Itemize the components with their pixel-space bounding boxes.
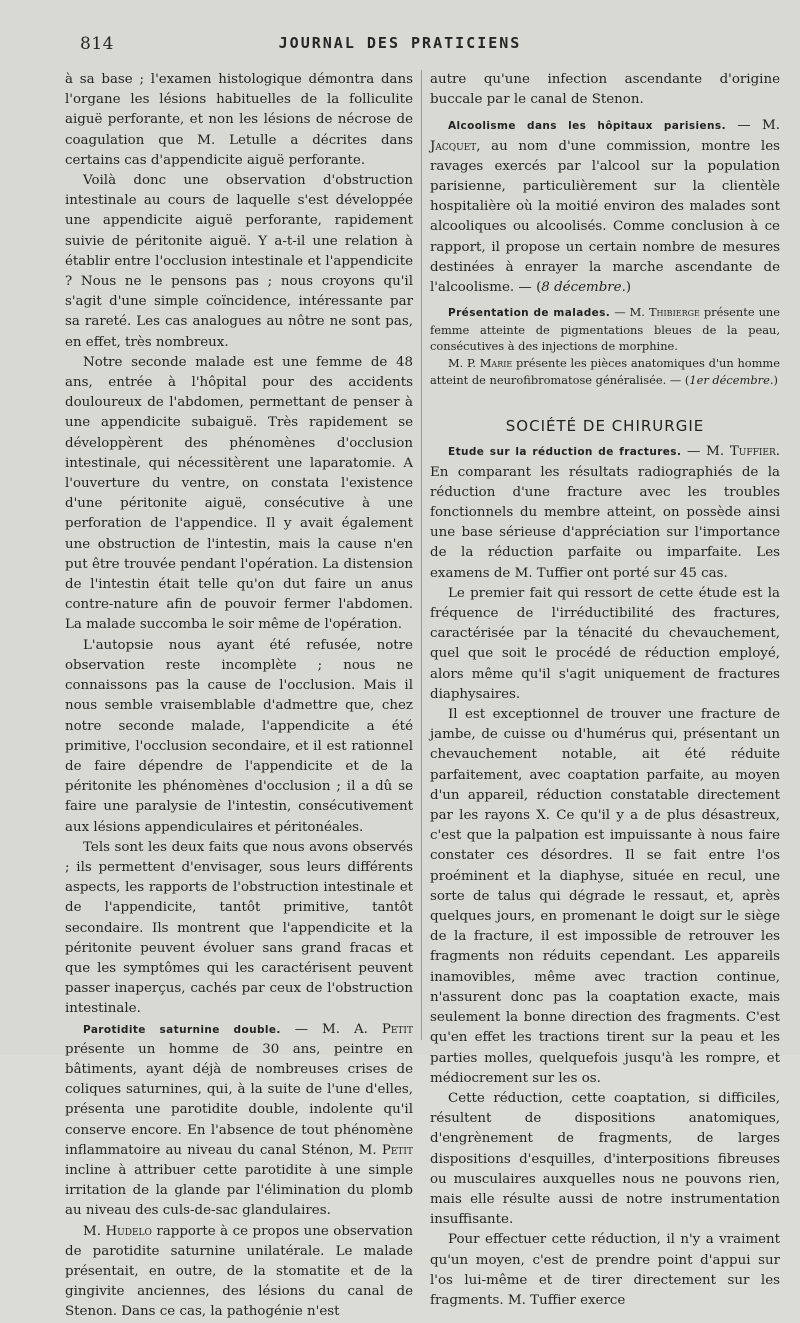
author-name: Jacquet — [430, 138, 477, 154]
paragraph: L'autopsie nous ayant été refusée, notre observation reste incomplète ; nous ne connaissons pas la cause de l'occlusion. Mais il nous semble vraisemblable d'admettre que, chez notre seconde malade, l'appendicite a été primitive, l'occlusion secondaire, et il est rationnel de faire dépendre de l'appendicite et de la péritonite les phénomènes d'occlusion ; il a dû se faire une paralysie de l'intestin, consécutivement aux lésions appendiculaires et péritonéales. — [65, 637, 413, 835]
date: 8 décembre — [541, 280, 622, 296]
paragraph-presentation: Présentation de malades. — M. Thibierge présente une femme atteinte de pigmentations bleues de la peau, consécutives à des injections de morphine. — [430, 305, 781, 354]
section-lead: Présentation de malades. — [448, 307, 611, 320]
author-name: Marie — [479, 356, 513, 371]
author-name: Petit — [381, 1142, 413, 1158]
paragraph: autre qu'une infection ascendante d'origine buccale par le canal de Stenon. — [430, 72, 780, 108]
column-divider — [421, 70, 422, 1040]
paragraph-marie: M. P. Marie présente les pièces anatomiques d'un homme atteint de neurofibromatose généralisée. — (1er décembre.) — [430, 356, 780, 387]
paragraph: Cette réduction, cette coaptation, si difficiles, résultent de dispositions anatomiques, d'engrènement de fragments, de larges dispositions d'esquilles, d'interpositions fibreuses ou musculaires auxquelles nous ne pouvons rien, mais elle résulte aussi de notre instrumentation insuffisante. — [430, 1090, 780, 1228]
section-lead: Parotidite saturnine double. — [83, 1023, 281, 1036]
journal-title: JOURNAL DES PRATICIENS — [278, 34, 522, 52]
paragraph: à sa base ; l'examen histologique démontra dans l'organe les lésions habituelles de la folliculite aiguë perforante, et non les lésions de nécrose de coagulation que M. Letulle a décrites dans certains cas d'appendicite aiguë perforante. — [65, 72, 413, 168]
author-name: Thibierge — [648, 305, 700, 320]
page-header — [0, 0, 800, 60]
section-lead: Alcoolisme dans les hôpitaux parisiens. — [448, 120, 726, 133]
right-column — [430, 70, 781, 1308]
author-name: Hudelo — [105, 1223, 152, 1239]
section-title: SOCIÉTÉ DE CHIRURGIE — [505, 417, 705, 436]
paragraph: Notre seconde malade est une femme de 48 ans, entrée à l'hôpital pour des accidents douloureux de l'abdomen, permettant de penser à une appendicite subaiguë. Très rapidement se développèrent des phénomènes d'occlusion intestinale, qui nécessitèrent une laparatomie. A l'ouverture du ventre, on constata l'existence d'une péritonite aiguë, consécutive à une perforation de l'appendice. Il y avait également une obstruction de l'intestin, mais la cause n'en put être trouvée pendant l'opération. La distension de l'intestin était telle qu'on dut faire un anus contre-nature afin de pouvoir fermer l'abdomen. La malade succomba le soir même de l'opération. — [65, 354, 413, 633]
section-lead: Etude sur la réduction de fractures. — [448, 446, 682, 459]
paragraph-parotidite: Parotidite saturnine double. — M. A. Petit présente un homme de 30 ans, peintre en bâtiments, ayant déjà de nombreuses crises de coliques saturnines, qui, à la suite de l'une d'elles, présenta une parotidite double, indolente qu'il conserve encore. En l'absence de tout phénomène inflammatoire au niveau du canal Sténon, M. Petit incline à attribuer cette parotidite à une simple irritation de la glande par l'élimination du plomb au niveau des culs-de-sac glandulaires. — [65, 1021, 413, 1219]
author-name: Petit — [381, 1021, 413, 1037]
paragraph: Il est exceptionnel de trouver une fracture de jambe, de cuisse ou d'humérus qui, présentant un chevauchement notable, ait été réduite parfaitement, avec coaptation parfaite, au moyen d'un appareil, réduction constatable directement par les rayons X. Ce qu'il y a de plus désastreux, c'est que la palpation est impuissante à nous faire constater ces désordres. Il se fait entre l'os proéminent et la diaphyse, située en recul, une sorte de talus qui dégrade le ressaut, et, après quelques jours, en promenant le doigt sur le siège de la fracture, il est impossible de retrouver les fragments non réduits cependant. Les appareils inamovibles, même avec traction continue, n'assurent donc pas la coaptation exacte, mais seulement la bonne direction des fragments. C'est qu'en effet les tractions tirent sur la peau et les parties molles, quelquefois jusqu'à les rompre, et médiocrement sur les os. — [430, 707, 780, 1086]
paragraph: Le premier fait qui ressort de cette étude est la fréquence de l'irréductibilité des fractures, caractérisée par la ténacité du chevauchement, quel que soit le procédé de réduction employé, alors même qu'il s'agit uniquement de fractures diaphysaires. — [430, 585, 780, 702]
paragraph-tuffier: Etude sur la réduction de fractures. — M. Tuffier. En comparant les résultats radiographiés de la réduction d'une fracture avec les troubles fonctionnels du membre atteint, on possède ainsi une base sérieuse d'appréciation sur l'importance de la réduction parfaite ou imparfaite. Les examens de M. Tuffier ont porté sur 45 cas. — [430, 444, 780, 581]
paragraph: Voilà donc une observation d'obstruction intestinale au cours de laquelle s'est développée une appendicite aiguë perforante, rapidement suivie de péritonite aiguë. Y a-t-il une relation à établir entre l'occlusion intestinale et l'appendicite ? Nous ne le pensons pas ; nous croyons qu'il s'agit d'une simple coïncidence, intéressante par sa rareté. Les cas analogues au nôtre ne sont pas, en effet, très nombreux. — [65, 173, 413, 350]
date: 1er décembre — [689, 372, 770, 387]
paragraph: Pour effectuer cette réduction, il n'y a vraiment qu'un moyen, c'est de prendre point d'appui sur l'os lui-même et de tirer directement sur les fragments. M. Tuffier exerce — [430, 1232, 780, 1308]
paragraph-alcoolisme: Alcoolisme dans les hôpitaux parisiens. — M. Jacquet, au nom d'une commission, montre les ravages exercés par l'alcool sur la population parisienne, particulièrement sur la clientèle hospitalière où la moitié environ des malades sont alcooliques ou alcoolisés. Comme conclusion à ce rapport, il propose un certain nombre de mesures destinées à enrayer la marche ascendante de l'alcoolisme. — (8 décembre.) — [430, 118, 781, 296]
paragraph: Tels sont les deux faits que nous avons observés ; ils permettent d'envisager, sous leurs différents aspects, les rapports de l'obstruction intestinale et de l'appendicite, tantôt primitive, tantôt secondaire. Ils montrent que l'appendicite et la péritonite peuvent évoluer sans grand fracas et que les symptômes qui les caractérisent peuvent passer inaperçus, cachés par ceux de l'obstruction intestinale. — [65, 839, 413, 1017]
left-column — [65, 70, 413, 1320]
paragraph-hudelo: M. Hudelo rapporte à ce propos une observation de parotidite saturnine unilatérale. Le malade présentait, en outre, de la stomatite et de la gingivite anciennes, des lésions du canal de Stenon. Dans ce cas, la pathogénie n'est — [65, 1223, 413, 1320]
author-name: Tuffier — [729, 444, 776, 460]
page-number: 814 — [80, 34, 114, 54]
